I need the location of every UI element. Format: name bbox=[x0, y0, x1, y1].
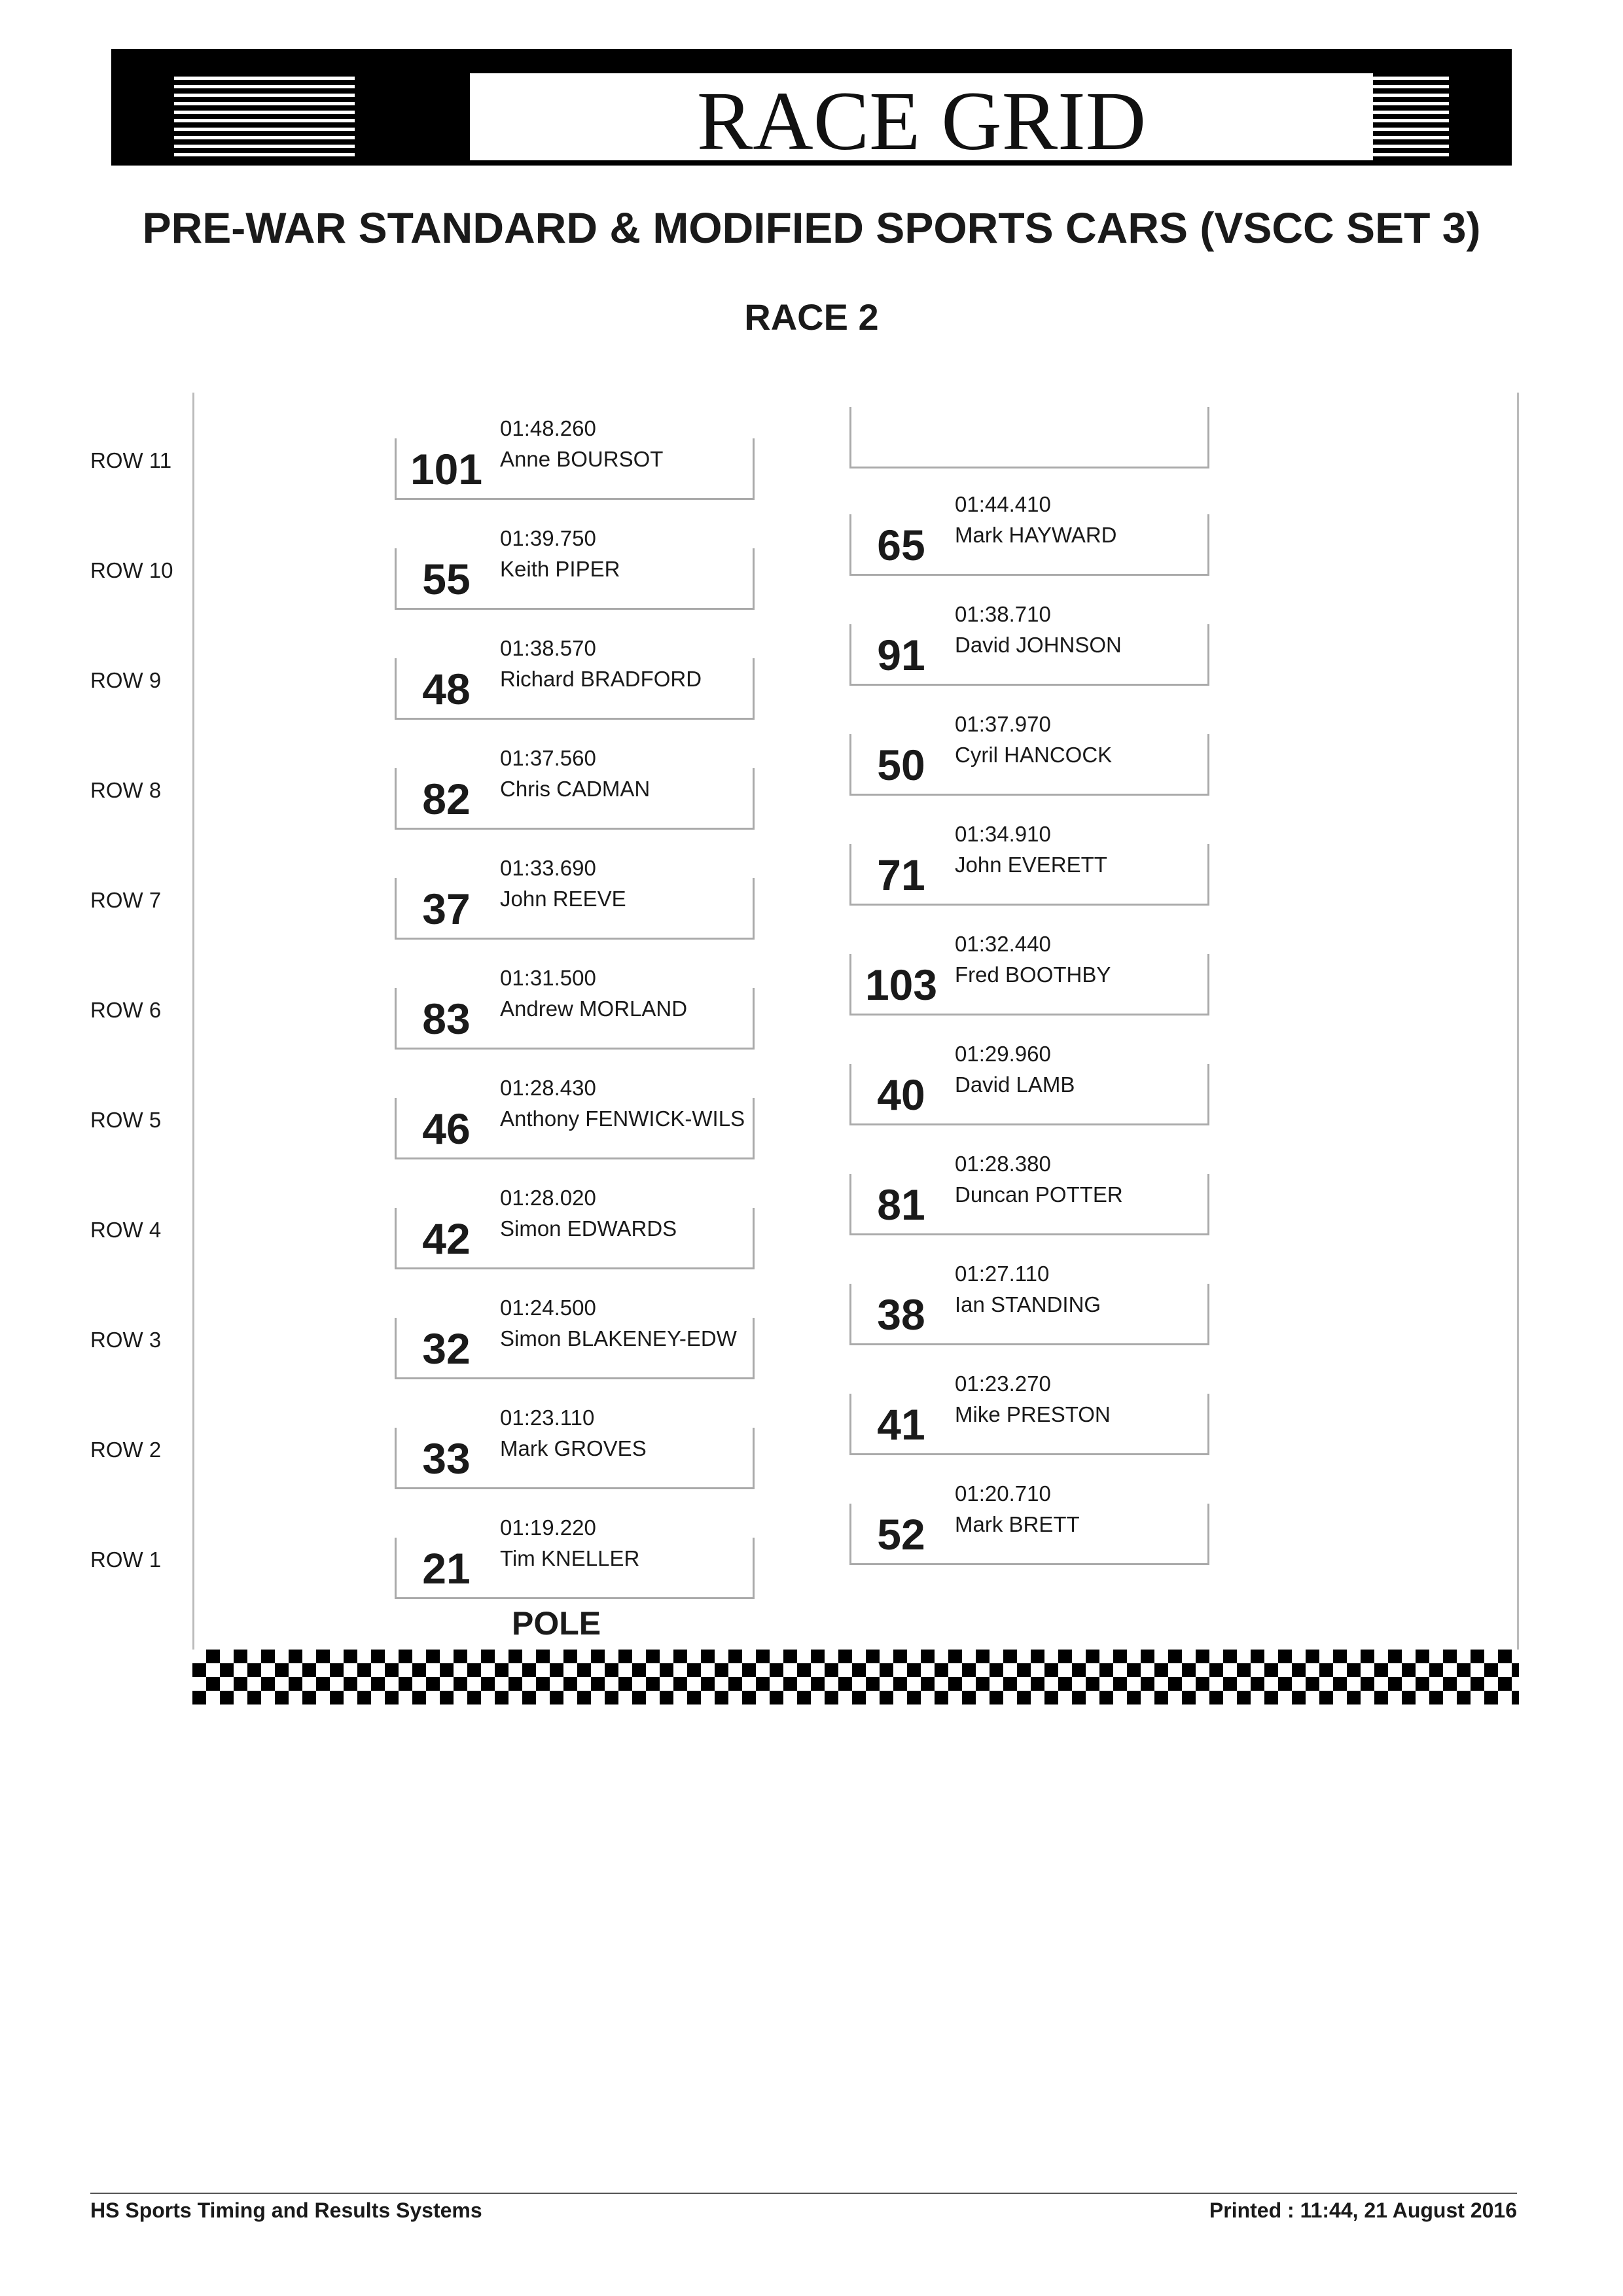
car-number: 65 bbox=[877, 521, 925, 569]
driver-name: Mike PRESTON bbox=[955, 1402, 1111, 1426]
car-number: 103 bbox=[865, 961, 938, 1009]
car-number: 38 bbox=[877, 1290, 925, 1339]
lap-time: 01:32.440 bbox=[955, 932, 1051, 956]
car-number: 33 bbox=[422, 1434, 471, 1483]
driver-name: Mark HAYWARD bbox=[955, 523, 1117, 547]
grid-slot bbox=[849, 712, 1209, 796]
lap-time: 01:34.910 bbox=[955, 822, 1051, 846]
event-title: PRE-WAR STANDARD & MODIFIED SPORTS CARS (VSCC SET 3) bbox=[142, 203, 1481, 252]
row-label: ROW 2 bbox=[90, 1438, 162, 1462]
driver-name: David LAMB bbox=[955, 1072, 1075, 1097]
car-number: 91 bbox=[877, 631, 925, 679]
car-number: 50 bbox=[877, 741, 925, 789]
lap-time: 01:33.690 bbox=[500, 856, 596, 880]
grid-slot bbox=[395, 1186, 755, 1269]
header-banner bbox=[111, 49, 1512, 166]
lap-time: 01:20.710 bbox=[955, 1481, 1051, 1506]
grid-slot bbox=[849, 1371, 1209, 1455]
row-label: ROW 5 bbox=[90, 1108, 162, 1132]
row-label: ROW 6 bbox=[90, 998, 162, 1022]
lap-time: 01:39.750 bbox=[500, 526, 596, 550]
lap-time: 01:23.270 bbox=[955, 1371, 1051, 1396]
driver-name: Keith PIPER bbox=[500, 557, 620, 581]
car-number: 82 bbox=[422, 775, 471, 823]
driver-name: Fred BOOTHBY bbox=[955, 963, 1111, 987]
driver-name: Simon BLAKENEY-EDW bbox=[500, 1326, 737, 1351]
lap-time: 01:31.500 bbox=[500, 966, 596, 990]
driver-name: Ian STANDING bbox=[955, 1292, 1101, 1316]
grid-slot bbox=[395, 1076, 755, 1159]
grid-slot bbox=[849, 932, 1209, 1016]
footer-company: HS Sports Timing and Results Systems bbox=[90, 2199, 482, 2222]
car-number: 21 bbox=[422, 1544, 471, 1593]
driver-name: Mark BRETT bbox=[955, 1512, 1080, 1536]
driver-name: Cyril HANCOCK bbox=[955, 743, 1113, 767]
footer-printed: Printed : 11:44, 21 August 2016 bbox=[1209, 2199, 1517, 2222]
grid-slot bbox=[395, 636, 755, 720]
lap-time: 01:37.560 bbox=[500, 746, 596, 770]
driver-name: John EVERETT bbox=[955, 853, 1107, 877]
row-label: ROW 1 bbox=[90, 1547, 162, 1572]
banner-title-box bbox=[470, 73, 1373, 168]
grid-slot bbox=[395, 416, 755, 500]
driver-name: Simon EDWARDS bbox=[500, 1216, 677, 1241]
lap-time: 01:44.410 bbox=[955, 492, 1051, 516]
car-number: 32 bbox=[422, 1324, 471, 1373]
row-label: ROW 11 bbox=[90, 448, 172, 472]
row-label: ROW 4 bbox=[90, 1218, 162, 1242]
pole-label: POLE bbox=[512, 1605, 601, 1642]
banner-title: RACE GRID bbox=[696, 75, 1147, 168]
driver-name: Andrew MORLAND bbox=[500, 997, 688, 1021]
grid-slot bbox=[849, 1042, 1209, 1125]
row-label: ROW 9 bbox=[90, 668, 162, 692]
lap-time: 01:28.380 bbox=[955, 1152, 1051, 1176]
driver-name: Duncan POTTER bbox=[955, 1182, 1123, 1207]
car-number: 81 bbox=[877, 1180, 925, 1229]
driver-name: John REEVE bbox=[500, 887, 626, 911]
lap-time: 01:19.220 bbox=[500, 1515, 596, 1540]
grid-frame-left bbox=[192, 393, 194, 1657]
grid-slot bbox=[395, 1296, 755, 1379]
driver-name: David JOHNSON bbox=[955, 633, 1122, 657]
grid-slot bbox=[395, 856, 755, 940]
grid-slot bbox=[395, 526, 755, 610]
row-label: ROW 8 bbox=[90, 778, 162, 802]
grid-slot-empty bbox=[849, 407, 1209, 468]
lap-time: 01:38.570 bbox=[500, 636, 596, 660]
checkered-flag-strip bbox=[192, 1650, 1519, 1704]
lap-time: 01:38.710 bbox=[955, 602, 1051, 626]
car-number: 42 bbox=[422, 1214, 471, 1263]
car-number: 83 bbox=[422, 995, 471, 1043]
row-label: ROW 3 bbox=[90, 1328, 162, 1352]
grid-slot bbox=[395, 746, 755, 830]
car-number: 48 bbox=[422, 665, 471, 713]
car-number: 71 bbox=[877, 851, 925, 899]
lap-time: 01:37.970 bbox=[955, 712, 1051, 736]
car-number: 52 bbox=[877, 1510, 925, 1559]
grid-slot bbox=[849, 1152, 1209, 1235]
grid-slot bbox=[849, 602, 1209, 686]
car-number: 101 bbox=[410, 445, 483, 493]
car-number: 37 bbox=[422, 885, 471, 933]
driver-name: Anthony FENWICK-WILS bbox=[500, 1106, 745, 1131]
grid-slot bbox=[849, 1262, 1209, 1345]
lap-time: 01:28.430 bbox=[500, 1076, 596, 1100]
lap-time: 01:27.110 bbox=[955, 1262, 1050, 1286]
driver-name: Mark GROVES bbox=[500, 1436, 647, 1460]
car-number: 40 bbox=[877, 1070, 925, 1119]
grid-slot bbox=[849, 1481, 1209, 1565]
grid-slot bbox=[395, 1405, 755, 1489]
driver-name: Anne BOURSOT bbox=[500, 447, 664, 471]
grid-slot bbox=[395, 966, 755, 1050]
lap-time: 01:24.500 bbox=[500, 1296, 596, 1320]
banner-stripes-left bbox=[174, 77, 355, 160]
lap-time: 01:28.020 bbox=[500, 1186, 596, 1210]
grid-slot bbox=[849, 492, 1209, 576]
driver-name: Richard BRADFORD bbox=[500, 667, 702, 691]
grid-frame-right bbox=[1517, 393, 1519, 1657]
grid-slot-pole bbox=[395, 1515, 755, 1599]
lap-time: 01:48.260 bbox=[500, 416, 596, 440]
lap-time: 01:23.110 bbox=[500, 1405, 595, 1430]
footer-divider bbox=[90, 2193, 1517, 2194]
driver-name: Chris CADMAN bbox=[500, 777, 651, 801]
row-label: ROW 10 bbox=[90, 558, 173, 582]
grid-slot bbox=[849, 822, 1209, 906]
driver-name: Tim KNELLER bbox=[500, 1546, 640, 1570]
car-number: 41 bbox=[877, 1400, 925, 1449]
lap-time: 01:29.960 bbox=[955, 1042, 1051, 1066]
race-title: RACE 2 bbox=[744, 296, 879, 338]
car-number: 55 bbox=[422, 555, 471, 603]
car-number: 46 bbox=[422, 1104, 471, 1153]
row-label: ROW 7 bbox=[90, 888, 162, 912]
